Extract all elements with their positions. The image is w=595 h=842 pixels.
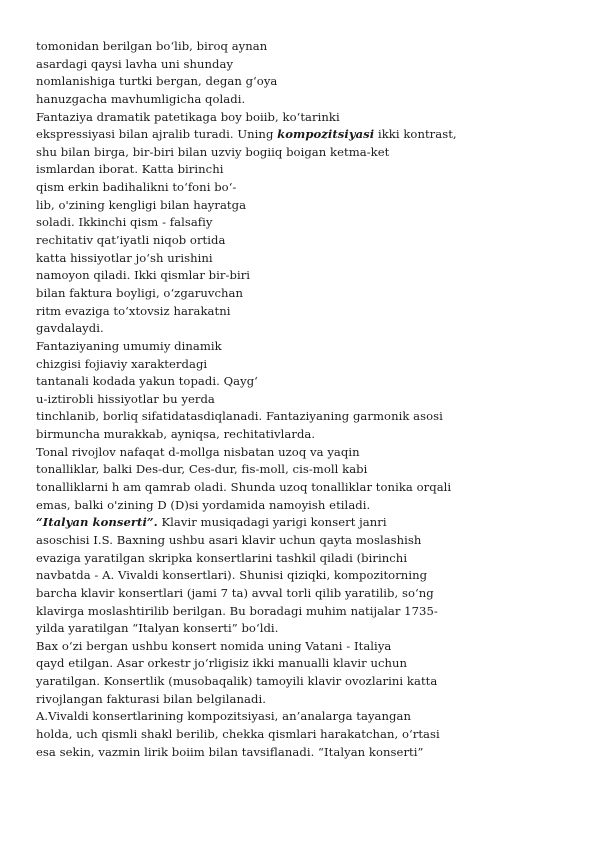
text-line [36, 232, 556, 250]
text-run: Tonal rivojlov nafaqat d-mollga nisbatan uzoq va yaqin [36, 444, 360, 459]
text-line [36, 267, 556, 285]
text-line [36, 550, 556, 568]
text-line [36, 214, 556, 232]
emphasized-term: “Italyan konserti”. [36, 515, 158, 530]
text-line [36, 603, 556, 621]
text-line [36, 620, 556, 638]
text-line [36, 673, 556, 691]
text-run: ikki kontrast, [374, 127, 457, 142]
text-line [36, 250, 556, 268]
text-run: holda, uch qismli shakl berilib, chekka qismlari harakatchan, o‘rtasi [36, 726, 440, 741]
text-run: navbatda - A. Vivaldi konsertlari). Shunisi qiziqki, kompozitorning [36, 568, 428, 583]
text-run: soladi. Ikkinchi qism - falsafiy [36, 215, 213, 230]
text-run: evaziga yaratilgan skripka konsertlarini tashkil qiladi (birinchi [36, 550, 408, 565]
text-line [36, 426, 556, 444]
text-run: birmuncha murakkab, ayniqsa, rechitativlarda. [36, 427, 316, 442]
text-run: asoschisi I.S. Baxning ushbu asari klavir uchun qayta moslashish [36, 532, 422, 547]
text-line [36, 161, 556, 179]
text-line [36, 144, 556, 162]
text-run: qayd etilgan. Asar orkestr jo‘rligisiz ikki manualli klavir uchun [36, 656, 408, 671]
text-line [36, 73, 556, 91]
text-run: A.Vivaldi konsertlarining kompozitsiyasi, an’analarga tayangan [36, 709, 411, 724]
text-run: Klavir musiqadagi yarigi konsert janri [157, 515, 387, 530]
text-run: Fantaziyaning umumiy dinamik [36, 338, 222, 353]
text-line [36, 532, 556, 550]
text-line [36, 691, 556, 709]
text-line [36, 303, 556, 321]
text-run: ritm evaziga to‘xtovsiz harakatni [36, 303, 231, 318]
text-line [36, 91, 556, 109]
body-text [36, 38, 556, 761]
text-run: hanuzgacha mavhumligicha qoladi. [36, 91, 246, 106]
text-run: Bax o‘zi bergan ushbu konsert nomida uning Vatani - Italiya [36, 638, 392, 653]
text-line [36, 320, 556, 338]
text-line [36, 373, 556, 391]
text-line [36, 514, 556, 532]
text-line [36, 708, 556, 726]
text-run: tantanali kodada yakun topadi. Qayg‘ [36, 374, 258, 389]
text-run: Fantaziya dramatik patetikaga boy boiib, ko‘tarinki [36, 109, 340, 124]
text-line [36, 585, 556, 603]
text-run: tonalliklarni h am qamrab oladi. Shunda uzoq tonalliklar tonika orqali [36, 480, 452, 495]
text-run: tomonidan berilgan bo‘lib, biroq aynan [36, 39, 268, 53]
text-run: gavdalaydi. [36, 321, 104, 336]
text-line [36, 338, 556, 356]
text-run: emas, balki o'zining D (D)si yordamida namoyish etiladi. [36, 497, 371, 512]
text-line [36, 479, 556, 497]
text-line [36, 197, 556, 215]
text-line [36, 109, 556, 127]
text-line [36, 126, 556, 144]
text-run: klavirga moslashtirilib berilgan. Bu boradagi muhim natijalar 1735- [36, 603, 438, 618]
text-run: qism erkin badihalikni to‘foni bo‘- [36, 180, 237, 195]
text-line [36, 444, 556, 462]
text-run: rivojlangan fakturasi bilan belgilanadi. [36, 691, 266, 706]
text-run: tinchlanib, borliq sifatidatasdiqlanadi. Fantaziyaning garmonik asosi [36, 409, 443, 424]
text-line [36, 285, 556, 303]
text-run: esa sekin, vazmin lirik boiim bilan tavsiflanadi. “Italyan konserti” [36, 744, 424, 759]
text-line [36, 56, 556, 74]
text-run: lib, o'zining kengligi bilan hayratga [36, 197, 247, 212]
text-run: shu bilan birga, bir-biri bilan uzviy bogiiq boigan ketma-ket [36, 144, 390, 159]
text-line [36, 567, 556, 585]
text-run: bilan faktura boyligi, o‘zgaruvchan [36, 285, 244, 300]
text-line [36, 461, 556, 479]
text-line [36, 391, 556, 409]
text-run: yilda yaratilgan “Italyan konserti” bo‘ldi. [36, 621, 279, 636]
text-run: ismlardan iborat. Katta birinchi [36, 162, 224, 177]
text-line [36, 38, 556, 56]
text-run: u-iztirobli hissiyotlar bu yerda [36, 391, 215, 406]
text-run: chizgisi fojiaviy xarakterdagi [36, 356, 208, 371]
text-line [36, 655, 556, 673]
text-run: ekspressiyasi bilan ajralib turadi. Uning [36, 127, 278, 142]
text-run: rechitativ qat’iyatli niqob ortida [36, 233, 226, 248]
text-run: nomlanishiga turtki bergan, degan g‘oya [36, 74, 278, 89]
text-line [36, 179, 556, 197]
text-line [36, 744, 556, 762]
text-run: yaratilgan. Konsertlik (musobaqalik) tamoyili klavir ovozlarini katta [36, 674, 438, 689]
text-run: katta hissiyotlar jo‘sh urishini [36, 250, 213, 265]
text-run: tonalliklar, balki Des-dur, Ces-dur, fis-moll, cis-moll kabi [36, 462, 368, 477]
text-line [36, 638, 556, 656]
text-line [36, 356, 556, 374]
text-line [36, 726, 556, 744]
text-line [36, 497, 556, 515]
emphasized-term: kompozitsiyasi [277, 127, 375, 142]
text-run: namoyon qiladi. Ikki qismlar bir-biri [36, 268, 251, 283]
text-line [36, 408, 556, 426]
text-run: barcha klavir konsertlari (jami 7 ta) avval torli qilib yaratilib, so‘ng [36, 585, 434, 600]
text-run: asardagi qaysi lavha uni shunday [36, 56, 234, 71]
